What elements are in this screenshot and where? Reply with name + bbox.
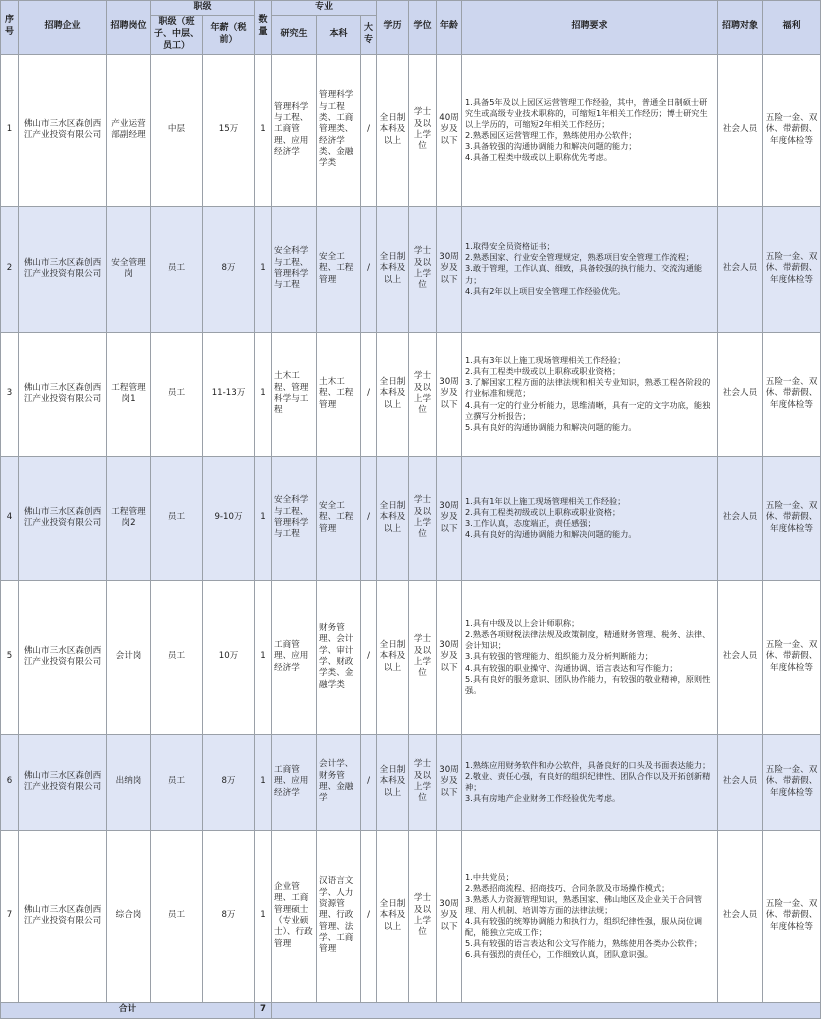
cell-target: 社会人员 — [718, 332, 763, 456]
cell-education: 全日制本科及以上 — [377, 206, 409, 332]
cell-requirements — [462, 830, 718, 1002]
cell-bachelor: 管理科学与工程类、工商管理类、经济学类、金融学类 — [317, 54, 361, 206]
cell-bachelor: 汉语言文学、人力资源管理、行政管理、法学、工商管理 — [317, 830, 361, 1002]
header-level: 职级 — [151, 1, 255, 16]
requirement-line: 4.具有较强的统筹协调能力和执行力，组织纪律性强，服从岗位调配，能独立完成工作； — [465, 916, 703, 938]
total-count: 7 — [255, 1002, 272, 1018]
cell-college: / — [361, 734, 377, 830]
cell-target: 社会人员 — [718, 54, 763, 206]
cell-graduate: 安全科学与工程、管理科学与工程 — [272, 456, 317, 580]
cell-graduate: 企业管理、工商管理硕士（专业硕士）、行政管理 — [272, 830, 317, 1002]
requirement-line: 2.具有工程类初级或以上职称或职业资格； — [465, 506, 621, 517]
cell-seq: 7 — [1, 830, 19, 1002]
cell-welfare: 五险一金、双休、带薪假、年度体检等 — [763, 456, 821, 580]
cell-degree: 学士及以上学位 — [409, 580, 437, 734]
cell-welfare: 五险一金、双休、带薪假、年度体检等 — [763, 54, 821, 206]
header-welfare: 福利 — [763, 1, 821, 55]
cell-age: 30周岁及以下 — [437, 580, 462, 734]
cell-requirements — [462, 332, 718, 456]
cell-count: 1 — [255, 456, 272, 580]
cell-company: 佛山市三水区森创西江产业投资有限公司 — [19, 456, 107, 580]
cell-requirements — [462, 580, 718, 734]
requirement-line: 2.具有工程类中级或以上职称或职业资格； — [465, 366, 621, 377]
requirement-line: 1.具有1年以上施工现场管理相关工作经验； — [465, 495, 626, 506]
requirement-line: 2.熟悉国家、行业安全管理规定，熟悉项目安全管理工作流程； — [465, 252, 694, 263]
requirement-line: 4.具有良好的沟通协调能力和解决问题的能力。 — [465, 529, 637, 540]
cell-target: 社会人员 — [718, 734, 763, 830]
cell-count: 1 — [255, 206, 272, 332]
cell-target: 社会人员 — [718, 206, 763, 332]
cell-degree: 学士及以上学位 — [409, 54, 437, 206]
cell-target: 社会人员 — [718, 580, 763, 734]
cell-level: 员工 — [151, 734, 203, 830]
cell-salary: 11-13万 — [203, 332, 255, 456]
cell-college: / — [361, 206, 377, 332]
requirement-line: 3.敢于管理，工作认真、细致，具备较强的执行能力、交流沟通能力； — [465, 263, 703, 285]
cell-requirements — [462, 206, 718, 332]
cell-welfare: 五险一金、双休、带薪假、年度体检等 — [763, 206, 821, 332]
total-filler — [272, 1002, 821, 1018]
requirement-line: 1.具有中级及以上会计师职称； — [465, 618, 580, 629]
requirement-line: 3.具备较强的沟通协调能力和解决问题的能力； — [465, 141, 637, 152]
cell-age: 30周岁及以下 — [437, 206, 462, 332]
cell-college: / — [361, 580, 377, 734]
requirement-line: 2.熟悉招商流程、招商技巧、合同条款及市场操作模式； — [465, 882, 670, 893]
requirement-line: 4.具有一定的行业分析能力，思维清晰，具有一定的文字功底，能独立撰写分析报告； — [465, 399, 711, 421]
cell-education: 全日制本科及以上 — [377, 332, 409, 456]
header-graduate: 研究生 — [272, 15, 317, 54]
header-bachelor: 本科 — [317, 15, 361, 54]
requirement-line: 6.具有强烈的责任心，工作细致认真，团队意识强。 — [465, 949, 653, 960]
requirement-line: 3.具有房地产企业财务工作经验优先考虑。 — [465, 793, 621, 804]
cell-graduate: 土木工程、管理科学与工程 — [272, 332, 317, 456]
header-age: 年龄 — [437, 1, 462, 55]
table-row — [1, 456, 821, 580]
header-education: 学历 — [377, 1, 409, 55]
table-row — [1, 734, 821, 830]
cell-count: 1 — [255, 332, 272, 456]
cell-level: 员工 — [151, 206, 203, 332]
cell-college: / — [361, 830, 377, 1002]
requirement-line: 2.熟悉各项财税法律法规及政策制度，精通财务管理、税务、法律、会计知识； — [465, 629, 711, 651]
cell-education: 全日制本科及以上 — [377, 580, 409, 734]
requirement-line: 5.具有较强的语言表达和公文写作能力，熟练使用各类办公软件； — [465, 938, 703, 949]
table-row — [1, 332, 821, 456]
cell-graduate: 管理科学与工程、工商管理、应用经济学 — [272, 54, 317, 206]
requirement-line: 4.具有较强的职业操守、沟通协调、语言表达和写作能力； — [465, 662, 678, 673]
requirement-line: 5.具有良好的沟通协调能力和解决问题的能力。 — [465, 421, 637, 432]
header-college: 大专 — [361, 15, 377, 54]
table-row — [1, 54, 821, 206]
cell-position: 安全管理岗 — [107, 206, 151, 332]
cell-degree: 学士及以上学位 — [409, 456, 437, 580]
cell-degree: 学士及以上学位 — [409, 206, 437, 332]
table-body — [1, 54, 821, 1018]
cell-welfare: 五险一金、双休、带薪假、年度体检等 — [763, 830, 821, 1002]
cell-requirements — [462, 734, 718, 830]
cell-graduate: 工商管理、应用经济学 — [272, 580, 317, 734]
header-requirements: 招聘要求 — [462, 1, 718, 55]
cell-target: 社会人员 — [718, 456, 763, 580]
cell-college: / — [361, 54, 377, 206]
cell-company: 佛山市三水区森创西江产业投资有限公司 — [19, 332, 107, 456]
header-degree: 学位 — [409, 1, 437, 55]
cell-bachelor: 会计学、财务管理、金融学 — [317, 734, 361, 830]
table-header — [1, 1, 821, 55]
requirement-line: 1.具有3年以上施工现场管理相关工作经验； — [465, 355, 626, 366]
header-target: 招聘对象 — [718, 1, 763, 55]
cell-position: 出纳岗 — [107, 734, 151, 830]
cell-position: 工程管理岗2 — [107, 456, 151, 580]
cell-salary: 8万 — [203, 830, 255, 1002]
requirement-line: 1.熟练应用财务软件和办公软件，具备良好的口头及书面表达能力； — [465, 759, 711, 770]
cell-seq: 3 — [1, 332, 19, 456]
cell-requirements — [462, 54, 718, 206]
header-seq: 序号 — [1, 1, 19, 55]
cell-level: 员工 — [151, 332, 203, 456]
table-row — [1, 830, 821, 1002]
requirement-line: 1.取得安全员资格证书； — [465, 241, 555, 252]
cell-degree: 学士及以上学位 — [409, 332, 437, 456]
cell-degree: 学士及以上学位 — [409, 734, 437, 830]
requirement-line: 1.具备5年及以上园区运营管理工作经验，其中，普通全日制硕士研究生或高级专业技术职称的，可缩短1年相关工作经历；博士研究生以上学历的，可缩短2年相关工作经历； — [465, 96, 708, 129]
cell-level: 员工 — [151, 580, 203, 734]
header-position: 招聘岗位 — [107, 1, 151, 55]
cell-graduate: 安全科学与工程、管理科学与工程 — [272, 206, 317, 332]
cell-salary: 9-10万 — [203, 456, 255, 580]
table-row — [1, 580, 821, 734]
cell-count: 1 — [255, 54, 272, 206]
cell-company: 佛山市三水区森创西江产业投资有限公司 — [19, 830, 107, 1002]
requirement-line: 1.中共党员； — [465, 871, 514, 882]
cell-salary: 10万 — [203, 580, 255, 734]
header-major: 专业 — [272, 1, 377, 16]
requirement-line: 4.具有2年以上项目安全管理工作经验优先。 — [465, 285, 626, 296]
cell-college: / — [361, 332, 377, 456]
cell-bachelor: 安全工程、工程管理 — [317, 206, 361, 332]
cell-salary: 8万 — [203, 734, 255, 830]
requirement-line: 3.工作认真，态度端正，责任感强； — [465, 518, 596, 528]
cell-bachelor: 财务管理、会计学、审计学、财政学类、金融学类 — [317, 580, 361, 734]
cell-college: / — [361, 456, 377, 580]
cell-degree: 学士及以上学位 — [409, 830, 437, 1002]
cell-welfare: 五险一金、双休、带薪假、年度体检等 — [763, 580, 821, 734]
cell-seq: 4 — [1, 456, 19, 580]
cell-requirements — [462, 456, 718, 580]
cell-education: 全日制本科及以上 — [377, 734, 409, 830]
cell-position: 会计岗 — [107, 580, 151, 734]
cell-age: 30周岁及以下 — [437, 830, 462, 1002]
cell-seq: 5 — [1, 580, 19, 734]
header-company: 招聘企业 — [19, 1, 107, 55]
cell-age: 30周岁及以下 — [437, 734, 462, 830]
cell-graduate: 工商管理、应用经济学 — [272, 734, 317, 830]
cell-position: 产业运营部副经理 — [107, 54, 151, 206]
table-row — [1, 206, 821, 332]
cell-level: 员工 — [151, 830, 203, 1002]
cell-age: 40周岁及以下 — [437, 54, 462, 206]
cell-seq: 2 — [1, 206, 19, 332]
cell-education: 全日制本科及以上 — [377, 54, 409, 206]
cell-bachelor: 安全工程、工程管理 — [317, 456, 361, 580]
cell-count: 1 — [255, 580, 272, 734]
cell-welfare: 五险一金、双休、带薪假、年度体检等 — [763, 734, 821, 830]
requirement-line: 3.了解国家工程方面的法律法规和相关专业知识，熟悉工程各阶段的行业标准和规范； — [465, 377, 711, 399]
requirement-line: 3.熟悉人力资源管理知识，熟悉国家、佛山地区及企业关于合同管理、用人机制、培训等方面的法律法规； — [465, 893, 703, 915]
cell-education: 全日制本科及以上 — [377, 456, 409, 580]
header-count: 数量 — [255, 1, 272, 55]
cell-level: 中层 — [151, 54, 203, 206]
cell-target: 社会人员 — [718, 830, 763, 1002]
cell-education: 全日制本科及以上 — [377, 830, 409, 1002]
requirement-line: 3.具有较强的管理能力、组织能力及分析判断能力； — [465, 651, 653, 662]
cell-age: 30周岁及以下 — [437, 456, 462, 580]
total-row — [1, 1002, 821, 1018]
cell-level: 员工 — [151, 456, 203, 580]
cell-company: 佛山市三水区森创西江产业投资有限公司 — [19, 734, 107, 830]
cell-salary: 8万 — [203, 206, 255, 332]
header-salary: 年薪（税前） — [203, 15, 255, 54]
cell-company: 佛山市三水区森创西江产业投资有限公司 — [19, 580, 107, 734]
requirement-line: 5.具有良好的服务意识、团队协作能力，有较强的敬业精神，原则性强。 — [465, 673, 711, 695]
cell-welfare: 五险一金、双休、带薪假、年度体检等 — [763, 332, 821, 456]
cell-seq: 1 — [1, 54, 19, 206]
cell-company: 佛山市三水区森创西江产业投资有限公司 — [19, 206, 107, 332]
cell-count: 1 — [255, 734, 272, 830]
cell-count: 1 — [255, 830, 272, 1002]
cell-position: 综合岗 — [107, 830, 151, 1002]
cell-bachelor: 土木工程、工程管理 — [317, 332, 361, 456]
header-level-detail: 职级（班子、中层、员工） — [151, 15, 203, 54]
cell-seq: 6 — [1, 734, 19, 830]
requirement-line: 2.熟悉园区运营管理工作，熟练使用办公软件； — [465, 130, 637, 140]
requirement-line: 2.敬业、责任心强，有良好的组织纪律性、团队合作以及开拓创新精神； — [465, 770, 711, 792]
cell-age: 30周岁及以下 — [437, 332, 462, 456]
total-label: 合计 — [1, 1002, 255, 1018]
requirement-line: 4.具备工程类中级或以上职称优先考虑。 — [465, 152, 613, 163]
cell-salary: 15万 — [203, 54, 255, 206]
cell-company: 佛山市三水区森创西江产业投资有限公司 — [19, 54, 107, 206]
cell-position: 工程管理岗1 — [107, 332, 151, 456]
